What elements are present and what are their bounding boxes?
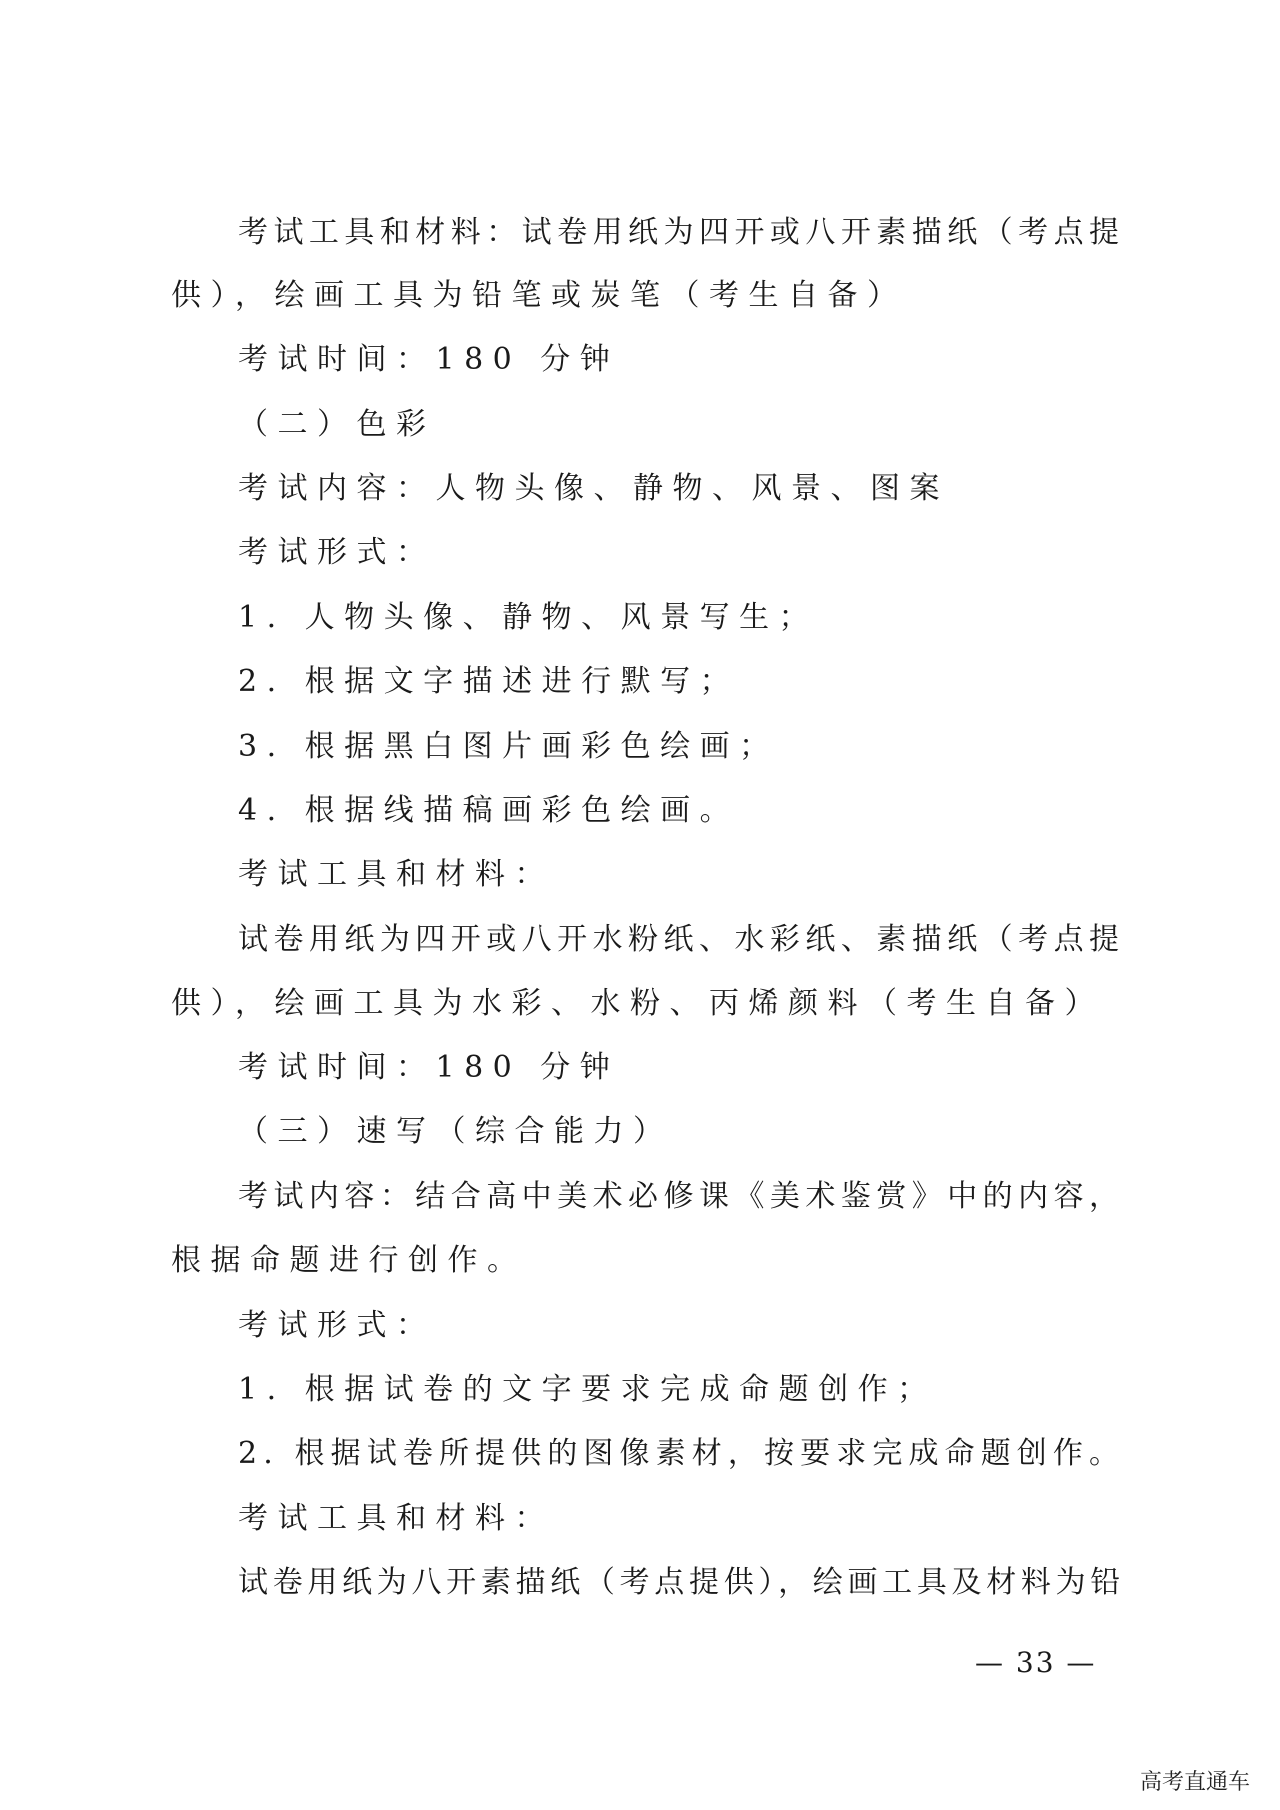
list-item: 1. 根据试卷的文字要求完成命题创作； — [238, 1372, 937, 1407]
paragraph-line: 考试内容：结合高中美术必修课《美术鉴赏》中的内容， — [238, 1179, 1125, 1214]
paragraph-line: 考试形式： — [238, 535, 436, 570]
list-item: 2. 根据试卷所提供的图像素材，按要求完成命题创作。 — [238, 1436, 1126, 1471]
paragraph-line: 考试时间：180 分钟 — [238, 1050, 620, 1085]
paragraph-line: 考试内容：人物头像、静物、风景、图案 — [238, 471, 949, 506]
paragraph-line: 考试形式： — [238, 1308, 436, 1343]
paragraph-line: 试卷用纸为四开或八开水粉纸、水彩纸、素描纸（考点提 — [238, 922, 1125, 957]
list-item: 3. 根据黑白图片画彩色绘画； — [238, 729, 779, 764]
paragraph-line: 考试工具和材料：试卷用纸为四开或八开素描纸（考点提 — [238, 215, 1125, 250]
list-item: 1. 人物头像、静物、风景写生； — [238, 600, 819, 635]
paragraph-line: 试卷用纸为八开素描纸（考点提供），绘画工具及材料为铅 — [238, 1565, 1125, 1600]
watermark: 高考直通车 — [1140, 1770, 1251, 1795]
section-heading: （二）色彩 — [238, 407, 436, 442]
paragraph-line: 考试工具和材料： — [238, 1501, 554, 1536]
section-heading: （三）速写（综合能力） — [238, 1114, 673, 1149]
paragraph-line: 根据命题进行创作。 — [171, 1243, 527, 1278]
paragraph-line: 考试工具和材料： — [238, 857, 554, 892]
list-item: 2. 根据文字描述进行默写； — [238, 664, 740, 699]
paragraph-line: 供），绘画工具为铅笔或炭笔（考生自备） — [171, 278, 907, 313]
paragraph-line: 供），绘画工具为水彩、水粉、丙烯颜料（考生自备） — [171, 986, 1104, 1021]
list-item: 4. 根据线描稿画彩色绘画。 — [238, 793, 740, 828]
page-number: — 33 — — [975, 1646, 1097, 1679]
paragraph-line: 考试时间：180 分钟 — [238, 342, 620, 377]
